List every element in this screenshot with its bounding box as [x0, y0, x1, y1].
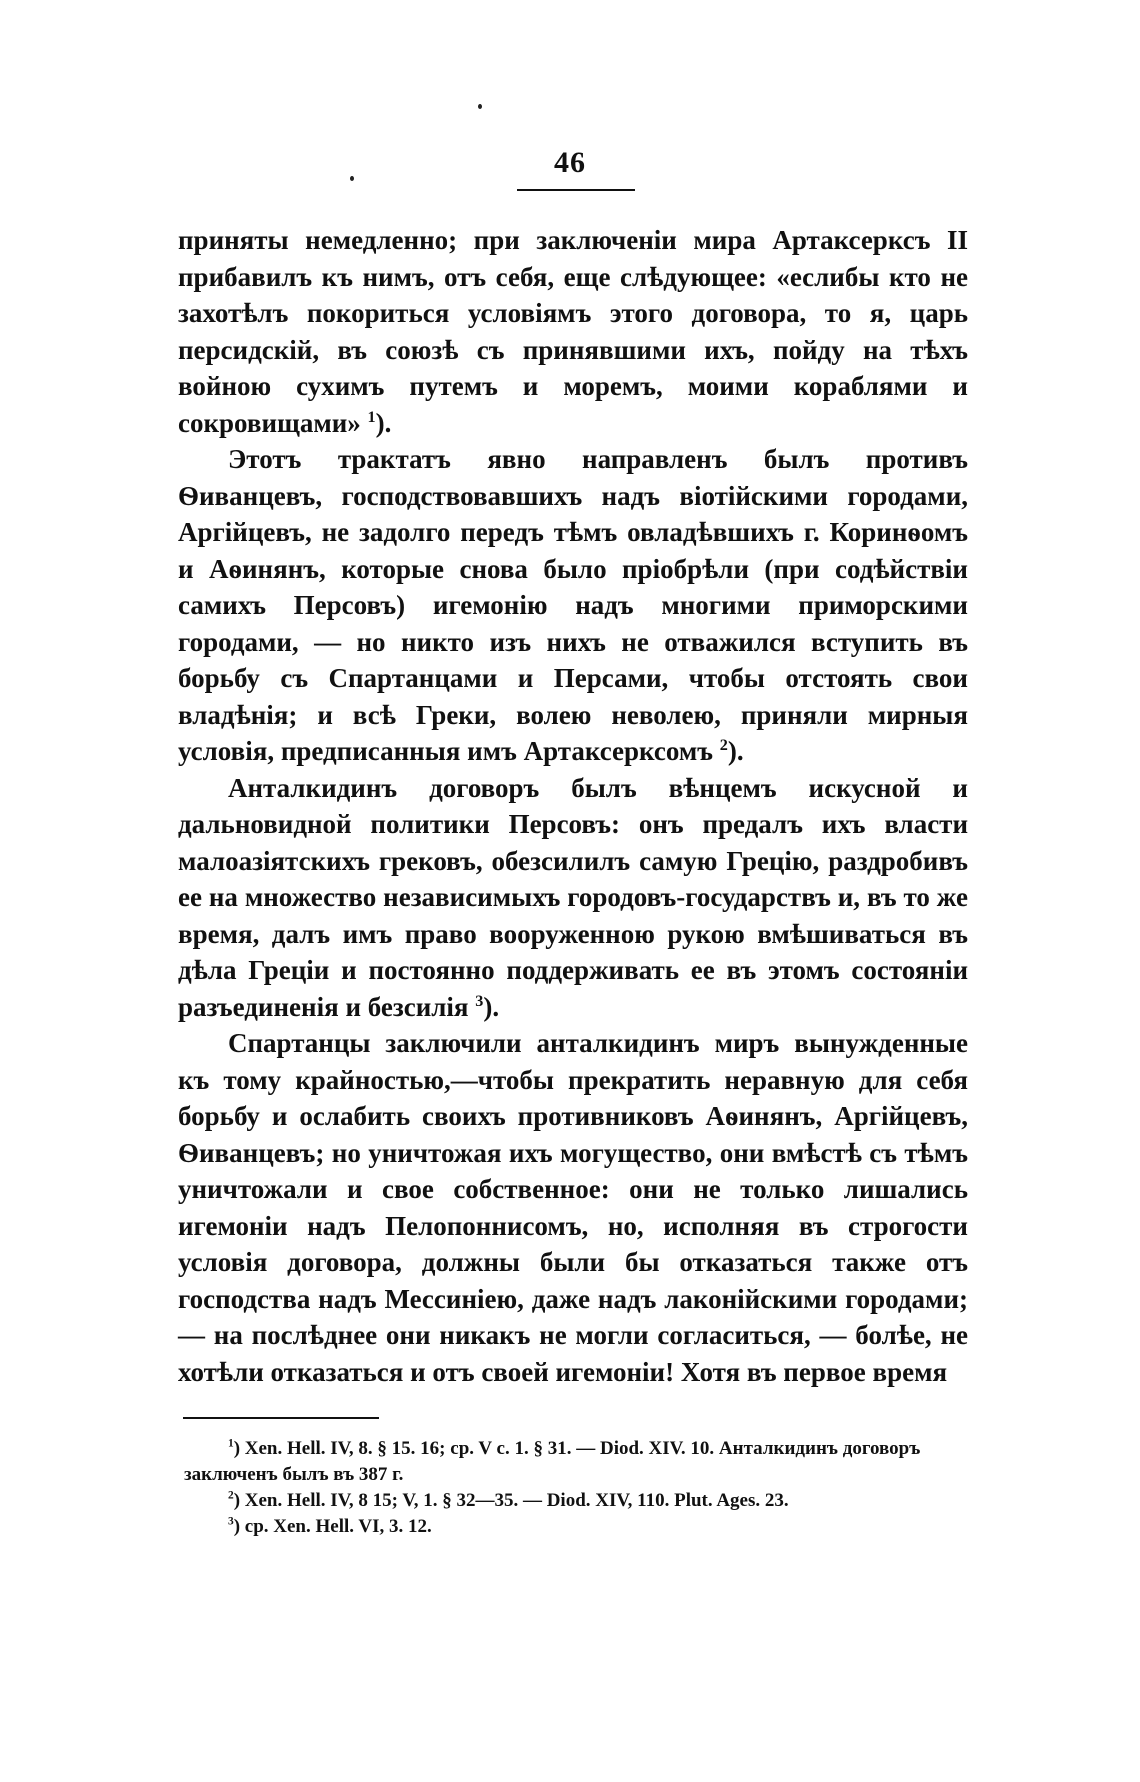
print-speck [478, 104, 482, 109]
footnote-text: ) cp. Xen. Hell. VI, 3. 12. [233, 1516, 432, 1537]
footnote-ref[interactable]: 2 [719, 736, 728, 754]
paragraph-1: приняты немедленно; при заключеніи мира Артаксерксъ II прибавилъ къ нимъ, отъ себя, еще слѣдующее: «еслибы кто не захотѣлъ покориться условіямъ этого договора, то я, царь персидскій, въ союзѣ съ принявшими ихъ, пойду на тѣхъ войною сухимъ путемъ и моремъ, моими кораблями и сокровищами» $^1$). [178, 225, 968, 438]
footnote-1 [184, 1436, 974, 1488]
paragraph-text: Анталкидинъ договоръ былъ вѣнцемъ искусной и дальновидной политики Персовъ: онъ предалъ ихъ власти малоазіятскихъ грековъ, обезсилилъ самую Грецію, раздробивъ ее на множество независимыхъ городовъ-государствъ и, въ то же время, далъ имъ право вооруженною рукою вмѣшиваться въ дѣла Греціи и постоянно поддерживать ее въ этомъ состояніи разъединенія и безсилія [178, 772, 968, 1022]
paragraph-text: приняты немедленно; при заключеніи мира Артаксерксъ II прибавилъ къ нимъ, отъ себя, еще слѣдующее: «еслибы кто не захотѣлъ покориться условіямъ этого договора, то я, царь персидскій, въ союзѣ съ принявшими ихъ, пойду на тѣхъ войною сухимъ путемъ и моремъ, моими кораблями и сокровищами» [178, 225, 968, 438]
print-speck [350, 176, 354, 181]
paragraph-2: Этотъ трактатъ явно направленъ былъ противъ Ѳиванцевъ, господствовавшихъ надъ віотійскими городами, Аргійцевъ, не задолго передъ тѣмъ овладѣвшихъ г. Коринѳомъ и Аѳинянъ, которые снова было пріобрѣли (при содѣйствіи самихъ Персовъ) игемонію надъ многими приморскими городами, — но никто изъ нихъ не отважился вступить въ борьбу съ Спартанцами и Персами, чтобы отстоять свои владѣнія; и всѣ Греки, волею неволею, приняли мирныя условія, предписанныя имъ Артаксерксомъ $^2$). [178, 444, 968, 766]
footnote-mark: 1 [228, 1437, 234, 1450]
footnote-ref[interactable]: 1 [367, 407, 376, 426]
footnote-mark: 2 [228, 1489, 234, 1502]
footnote-separator [183, 1417, 379, 1419]
footnote-3 [184, 1514, 974, 1540]
footnote-ref[interactable]: 3 [475, 991, 484, 1010]
footnote-text: ) Xen. Hell. IV, 8. § 15. 16; cp. V c. 1. § 31. — Diod. XIV. 10. Анталкидинъ договоръ заключенъ былъ въ 387 г. [184, 1438, 921, 1485]
paragraph-tail: . [492, 991, 500, 1022]
footnote-mark: 3 [228, 1515, 234, 1528]
paragraph-3: Анталкидинъ договоръ былъ вѣнцемъ искусной и дальновидной политики Персовъ: онъ предалъ ихъ власти малоазіятскихъ грековъ, обезсилилъ самую Грецію, раздробивъ ее на множество независимыхъ городовъ-государствъ и, въ то же время, далъ имъ право вооруженною рукою вмѣшиваться въ дѣла Греціи и постоянно поддерживать ее въ этомъ состояніи разъединенія и безсилія $^3$). [178, 772, 968, 1022]
paragraph-tail: . [736, 736, 744, 766]
page-number: 46 [554, 146, 586, 179]
footnotes [184, 1436, 974, 1540]
paragraph-4 [178, 1025, 968, 1390]
paragraph-text: Этотъ трактатъ явно направленъ былъ противъ Ѳиванцевъ, господствовавшихъ надъ віотійскими городами, Аргійцевъ, не задолго передъ тѣмъ овладѣвшихъ г. Коринѳомъ и Аѳинянъ, которые снова было пріобрѣли (при содѣйствіи самихъ Персовъ) игемонію надъ многими приморскими городами, — но никто изъ нихъ не отважился вступить въ борьбу съ Спартанцами и Персами, чтобы отстоять свои владѣнія; и всѣ Греки, волею неволею, приняли мирныя условія, предписанныя имъ Артаксерксомъ [178, 444, 968, 766]
page-number-rule [517, 189, 635, 191]
paragraph-tail: . [384, 407, 392, 438]
footnote-text: ) Xen. Hell. IV, 8 15; V, 1. § 32—35. — Diod. XIV, 110. Plut. Ages. 23. [233, 1490, 789, 1511]
paragraph-text: Спартанцы заключили анталкидинъ миръ вынужденные къ тому крайностью,—чтобы прекратить неравную для себя борьбу и ослабить своихъ противниковъ Аѳинянъ, Аргійцевъ, Ѳиванцевъ; но уничтожая ихъ могущество, они вмѣстѣ съ тѣмъ уничтожали и свое собственное: они не только лишались игемоніи надъ Пелопоннисомъ, но, исполняя въ строгости условія договора, должны были бы отказаться также отъ господства надъ Мессиніею, даже надъ лаконійскими городами; — на послѣднее они никакъ не могли согласиться, — болѣе, не хотѣли отказаться и отъ своей игемоніи! Хотя въ первое время [178, 1028, 968, 1387]
body-text [178, 222, 968, 1390]
footnote-2 [184, 1488, 974, 1514]
